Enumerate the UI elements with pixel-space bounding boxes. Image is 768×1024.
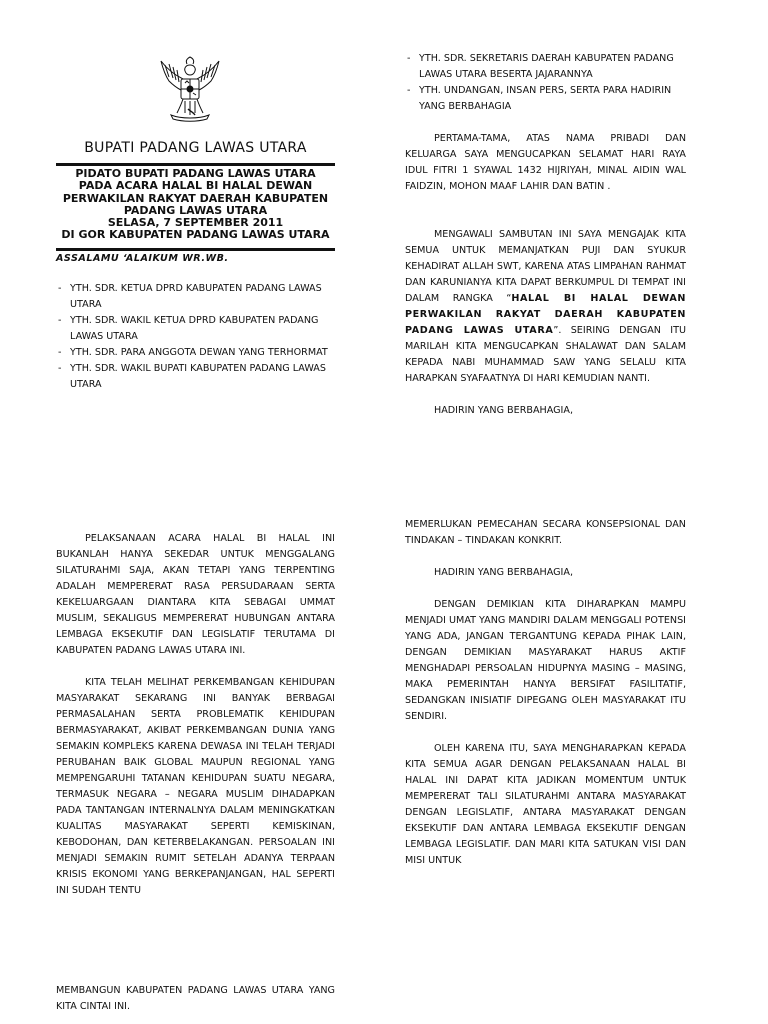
left-column-page-2: [56, 531, 335, 899]
right-column-page-2: [405, 517, 686, 869]
list-item: [405, 51, 686, 83]
garuda-emblem-icon: [155, 55, 225, 123]
title-rule-bottom: [56, 248, 335, 251]
paragraph-oleh: OLEH KARENA ITU, SAYA MENGHARAPKAN KEPADA KITA SEMUA AGAR DENGAN PELAKSANAAN HALAL BI HALAL INI DAPAT KITA JADIKAN MOMENTUM UNTUK MEMPERERAT TALI SILATURAHMI ANTARA MASYARAKAT DENGAN LEGISLATIF, ANTARA MASYARAKAT DENGAN EKSEKUTIF DAN ANTARA LEMBAGA EKSEKUTIF DENGAN LEMBAGA LEGISLATIF. DAN MARI KITA SATUKAN VISI DAN MISI UNTUK: [405, 743, 686, 866]
heading-line: DI GOR KABUPATEN PADANG LAWAS UTARA: [61, 228, 330, 242]
heading-line: PERWAKILAN RAKYAT DAERAH KABUPATEN: [62, 191, 329, 205]
speech-heading: [56, 168, 335, 242]
list-item-text: - YTH. SDR. WAKIL BUPATI KABUPATEN PADANG LAWAS UTARA: [70, 363, 326, 390]
heading-line: PADA ACARA HALAL BI HALAL DEWAN: [78, 179, 313, 193]
hadirin-line: HADIRIN YANG BERBAHAGIA,: [434, 405, 573, 416]
paragraph-text: ”. SEIRING DENGAN ITU MARILAH KITA MENGUCAPKAN SHALAWAT DAN SALAM KEPADA NABI MUHAMMAD SAW YANG SELALU KITA HARAPKAN SYAFAATNYA DI HARI KEMUDIAN NANTI.: [405, 325, 686, 384]
salutation-list-right: [405, 51, 686, 115]
paragraph-mengawali: [405, 227, 686, 387]
heading-line: PADANG LAWAS UTARA: [123, 203, 268, 217]
list-item: [56, 345, 335, 361]
paragraph-text: MENGAWALI SAMBUTAN INI SAYA MENGAJAK KITA SEMUA UNTUK MEMANJATKAN PUJI DAN SYUKUR KEHADIRAT ALLAH SWT, KARENA ATAS LIMPAHAN RAHMAT DAN KARUNIANYA KITA DAPAT BERKUMPUL DI TEMPAT INI DALAM RANGKA “: [405, 229, 686, 304]
list-item: [56, 281, 335, 313]
paragraph-kita: KITA TELAH MELIHAT PERKEMBANGAN KEHIDUPAN MASYARAKAT SEKARANG INI BANYAK BERBAGAI PERMASALAHAN SERTA PROBLEMATIK KEHIDUPAN BERMASYARAKAT, AKIBAT PERKEMBANGAN DUNIA YANG SEMAKIN KOMPLEKS KARENA DEWASA INI TELAH TERJADI PERUBAHAN BAIK GLOBAL MAUPUN REGIONAL YANG MEMPENGARUHI TATANAN KEHIDUPAN SUATU NEGARA, TERMASUK NEGARA – NEGARA MUSLIM DIHADAPKAN PADA TANTANGAN INTERNALNYA DALAM MENINGKATKAN KUALITAS MASYARAKAT SEPERTI KEMISKINAN, KEBODOHAN, DAN KETERBELAKANGAN. PERSOALAN INI MENJADI SEMAKIN RUMIT SETELAH ADANYA TERPAAN KRISIS EKONOMI YANG BERKEPANJANGAN, HAL SEPERTI INI SUDAH TENTU: [56, 677, 335, 896]
list-item: [56, 361, 335, 393]
heading-line: SELASA, 7 SEPTEMBER 2011: [107, 216, 284, 230]
paragraph-pertama: PERTAMA-TAMA, ATAS NAMA PRIBADI DAN KELUARGA SAYA MENGUCAPKAN SELAMAT HARI RAYA IDUL FITRI 1 SYAWAL 1432 HIJRIYAH, MINAL AIDIN WAL FAIDZIN, MOHON MAAF LAHIR DAN BATIN .: [405, 133, 686, 192]
paragraph-dengan: DENGAN DEMIKIAN KITA DIHARAPKAN MAMPU MENJADI UMAT YANG MANDIRI DALAM MENGGALI POTENSI YANG ADA, JANGAN TERGANTUNG KEPADA PIHAK LAIN, DENGAN DEMIKIAN MASYARAKAT HARUS AKTIF MENGHADAPI PERSOALAN HIDUPNYA MASING – MASING, MAKA PEMERINTAH HANYA BERSIFAT FASILITATIF, SEDANGKAN INISIATIF DIPEGANG OLEH MASYARAKAT ITU SENDIRI.: [405, 599, 686, 722]
salutation-list-left: [56, 281, 335, 393]
event-name-bold: HALAL BI HALAL DEWAN PERWAKILAN RAKYAT DAERAH KABUPATEN PADANG LAWAS UTARA: [405, 293, 686, 336]
right-column-page-1: [405, 51, 686, 419]
list-item: [56, 313, 335, 345]
list-item-text: - YTH. UNDANGAN, INSAN PERS, SERTA PARA HADIRIN YANG BERBAHAGIA: [419, 85, 672, 112]
paragraph-memerlukan: MEMERLUKAN PEMECAHAN SECARA KONSEPSIONAL DAN TINDAKAN – TINDAKAN KONKRIT.: [405, 519, 686, 546]
greeting: ASSALAMU ‘ALAIKUM WR.WB.: [56, 253, 229, 264]
page-title: BUPATI PADANG LAWAS UTARA: [84, 140, 307, 156]
list-item-text: - YTH. SDR. SEKRETARIS DAERAH KABUPATEN PADANG LAWAS UTARA BESERTA JAJARANNYA: [419, 53, 674, 80]
heading-line: PIDATO BUPATI PADANG LAWAS UTARA: [75, 167, 316, 180]
list-item-text: - YTH. SDR. KETUA DPRD KABUPATEN PADANG LAWAS UTARA: [70, 283, 322, 310]
hadirin-line: HADIRIN YANG BERBAHAGIA,: [434, 567, 573, 578]
paragraph-pelaksanaan: PELAKSANAAN ACARA HALAL BI HALAL INI BUKANLAH HANYA SEKEDAR UNTUK MENGGALANG SILATURAHMI SAJA, AKAN TETAPI YANG TERPENTING ADALAH MEMPERERAT RASA PERSUDARAAN SERTA KEKELUARGAAN DIANTARA KITA SEBAGAI UMMAT MUSLIM, SEKALIGUS MEMPERERAT HUBUNGAN ANTARA LEMBAGA EKSEKUTIF DAN LEGISLATIF TERUTAMA DI KABUPATEN PADANG LAWAS UTARA INI.: [56, 533, 335, 656]
title-rule-top: [56, 163, 335, 166]
paragraph-membangun: MEMBANGUN KABUPATEN PADANG LAWAS UTARA YANG KITA CINTAI INI.: [56, 985, 335, 1012]
list-item: [405, 83, 686, 115]
list-item-text: - YTH. SDR. WAKIL KETUA DPRD KABUPATEN PADANG LAWAS UTARA: [70, 315, 319, 342]
list-item-text: - YTH. SDR. PARA ANGGOTA DEWAN YANG TERHORMAT: [70, 347, 328, 358]
left-column-page-3: [56, 983, 335, 1015]
